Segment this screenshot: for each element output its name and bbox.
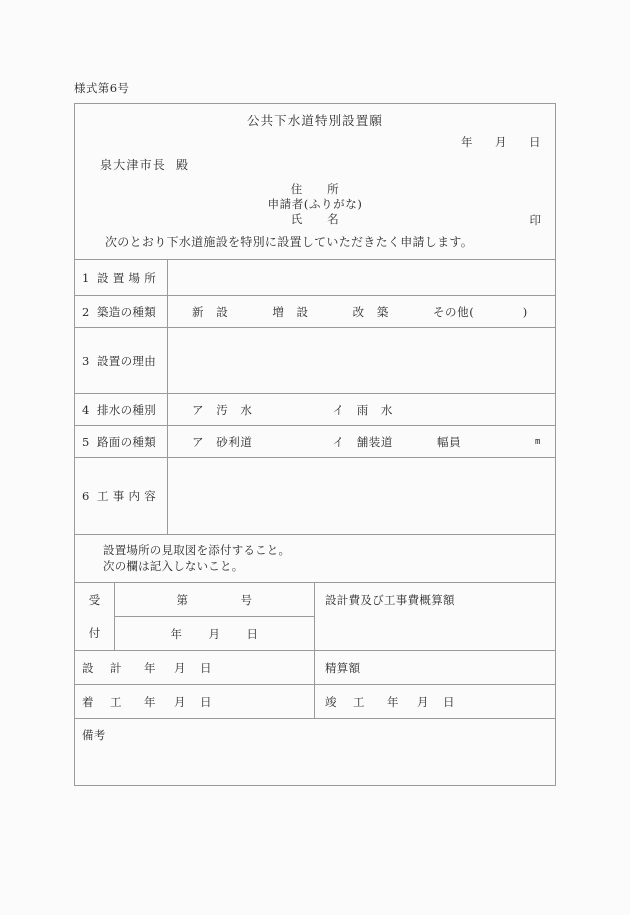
design-year: 年 (144, 660, 156, 675)
item-field-construction-type[interactable] (168, 296, 555, 327)
item-field-installation-reason[interactable] (168, 328, 555, 393)
option-rebuild[interactable]: 改 築 (352, 304, 389, 319)
estimate-label: 設計費及び工事費概算額 (325, 593, 455, 607)
start-month: 月 (174, 694, 186, 709)
item-label-6 (75, 458, 168, 534)
receipt-number-prefix: 第 (176, 592, 189, 607)
addressee-honorific: 殿 (176, 158, 190, 172)
completion-month: 月 (417, 694, 429, 709)
submission-date-month: 月 (495, 135, 507, 149)
design-day: 日 (200, 660, 212, 675)
page-title: 公共下水道特別設置願 (246, 113, 383, 128)
item-title-6: 工 事 内 容 (97, 489, 157, 503)
addressee (100, 156, 189, 173)
item-number-2: 2 (82, 304, 90, 319)
remarks-label: 備考 (82, 728, 106, 742)
item-field-road-surface-type[interactable] (168, 426, 555, 457)
submission-date-day: 日 (529, 135, 541, 149)
item-title-3: 設置の理由 (97, 353, 156, 368)
submission-date-year: 年 (461, 135, 473, 149)
start-year: 年 (144, 694, 156, 709)
note-do-not-fill: 次の欄は記入しないこと。 (103, 559, 244, 573)
completion-label: 竣 工 (325, 694, 367, 709)
form-header (75, 104, 555, 259)
design-month: 月 (174, 660, 186, 675)
label-road-width: 幅員 (437, 434, 462, 449)
applicant-address-label: 住 所 (290, 182, 340, 196)
applicant-block (75, 182, 555, 227)
table-row (75, 296, 555, 328)
addressee-name: 泉大津市長 (100, 158, 167, 172)
option-other[interactable]: その他( ) (432, 304, 528, 319)
option-extension[interactable]: 増 設 (272, 304, 309, 319)
item-field-drainage-type[interactable] (168, 394, 555, 425)
receipt-date-year: 年 (170, 626, 183, 641)
item-label-3 (75, 328, 168, 393)
table-row (75, 458, 555, 534)
item-title-4: 排水の種別 (97, 402, 156, 417)
completion-date-cell[interactable] (315, 685, 555, 718)
item-number-4: 4 (82, 402, 90, 417)
start-day: 日 (200, 694, 212, 709)
settlement-label: 精算額 (325, 660, 361, 675)
receipt-label-char-2: 付 (88, 626, 101, 640)
submission-date-line (461, 134, 541, 150)
intro-text: 次のとおり下水道施設を特別に設置していただきたく申請します。 (105, 235, 474, 249)
option-sewage[interactable]: ア 汚 水 (192, 402, 253, 417)
remarks-cell[interactable] (75, 719, 555, 785)
item-number-5: 5 (82, 434, 90, 449)
item-number-6: 6 (82, 489, 90, 503)
applicant-name-label: 氏 名 (290, 212, 340, 226)
form-number: 様式第6号 (74, 81, 130, 95)
completion-day: 日 (443, 694, 455, 709)
table-row (75, 426, 555, 458)
seal-label: 印 (529, 213, 541, 227)
item-field-installation-location[interactable] (168, 260, 555, 295)
office-use-table (75, 582, 555, 785)
table-row (75, 260, 555, 296)
unit-meter: m (534, 436, 541, 447)
notes-block (75, 534, 555, 582)
item-label-4 (75, 394, 168, 425)
item-number-3: 3 (82, 353, 90, 368)
option-rainwater[interactable]: イ 雨 水 (332, 402, 393, 417)
receipt-label (75, 583, 115, 650)
design-cell[interactable] (75, 651, 315, 684)
receipt-date-field[interactable] (115, 617, 314, 650)
completion-year: 年 (387, 694, 399, 709)
option-gravel-road[interactable]: ア 砂利道 (192, 434, 253, 449)
table-row (75, 394, 555, 426)
item-label-1 (75, 260, 168, 295)
receipt-number-suffix: 号 (240, 592, 253, 607)
receipt-fields (115, 583, 315, 650)
start-label: 着 工 (82, 694, 124, 709)
item-title-1: 設 置 場 所 (97, 270, 157, 285)
receipt-date-month: 月 (208, 626, 221, 641)
receipt-date-day: 日 (246, 626, 259, 641)
items-table (75, 259, 555, 534)
item-title-5: 路面の種類 (97, 434, 156, 449)
applicant-label: 申請者(ふりがな) (267, 197, 363, 211)
item-label-2 (75, 296, 168, 327)
item-title-2: 築造の種類 (97, 304, 156, 319)
design-label: 設 計 (82, 660, 124, 675)
item-field-work-details[interactable] (168, 458, 555, 534)
item-number-1: 1 (82, 270, 90, 285)
table-row (75, 328, 555, 394)
start-date-cell[interactable] (75, 685, 315, 718)
design-row (75, 651, 555, 685)
form-frame (74, 103, 556, 786)
receipt-number-field[interactable] (115, 583, 314, 617)
receipt-block (75, 583, 555, 651)
option-new-construction[interactable]: 新 設 (192, 304, 229, 319)
option-paved-road[interactable]: イ 舗装道 (332, 434, 393, 449)
construction-dates-row (75, 685, 555, 719)
item-label-5 (75, 426, 168, 457)
receipt-label-char-1: 受 (88, 593, 101, 607)
note-attach-map: 設置場所の見取図を添付すること。 (103, 543, 291, 557)
